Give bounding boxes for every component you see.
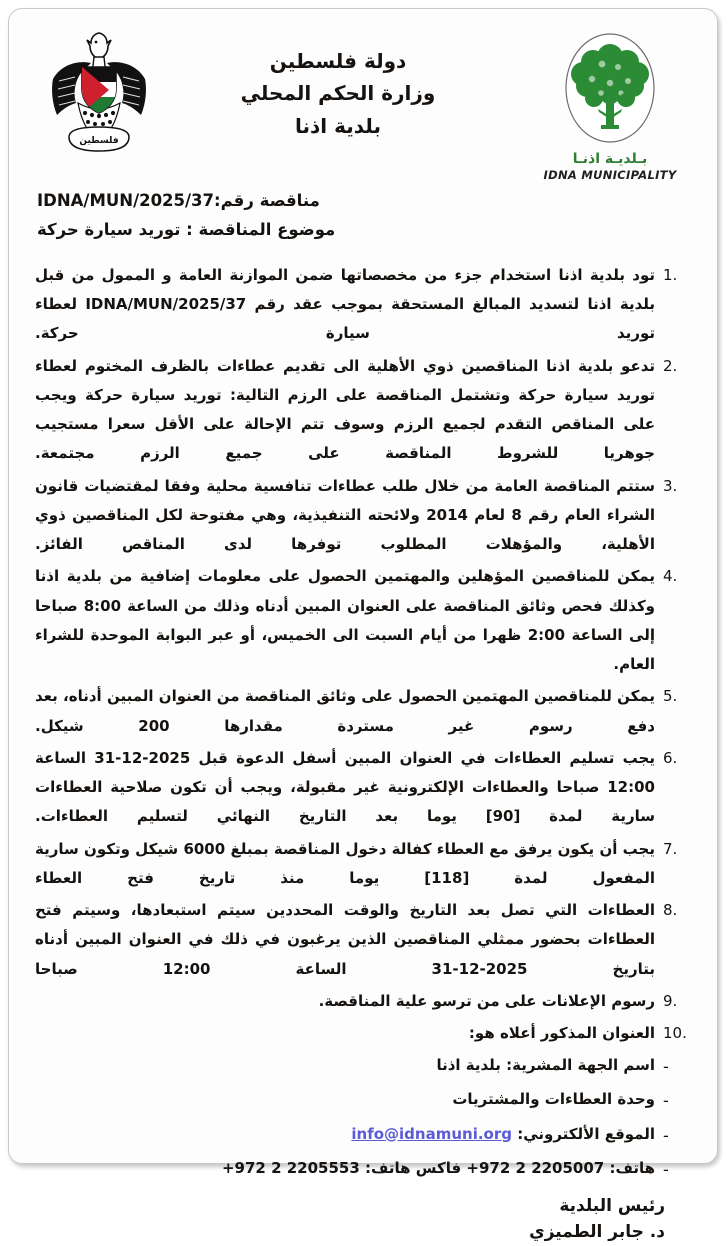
- clause-item: [31, 682, 695, 741]
- tender-number-line: [37, 187, 695, 216]
- signatory-role: رئيس البلدية: [559, 1196, 665, 1216]
- contact-bullet: -: [663, 1091, 669, 1111]
- contact-item-phone: [31, 1154, 695, 1185]
- clause-text: يمكن للمناقصين المؤهلين والمهتمين الحصول على معلومات إضافية من بلدية اذنا وكذلك فحص وثائق المناقصة على العنوان المبين أدناه وذلك من الساعة 8:00 صباحا إلى الساعة 2:00 ظهرا من أيام السبت الى الخميس، أو عبر البوابة الموحدة للشراء العام.: [35, 567, 656, 673]
- clause-item: [31, 472, 695, 560]
- clause-text: يجب أن يكون يرفق مع العطاء كفالة دخول المناقصة بمبلغ 6000 شيكل وتكون سارية المفعول لمدة [118] يوما منذ تاريخ فتح العطاء: [35, 839, 656, 887]
- clause-text: تود بلدية اذنا استخدام جزء من مخصصاتها ضمن الموازنة العامة و الممول من قبل بلدية اذنا لتسديد المبالغ المستحقة بموجب عقد رقم IDNA/MUN/2025/37 لعطاء توريد سيارة حركة.: [35, 265, 656, 343]
- idna-municipality-tree-logo: [556, 31, 664, 149]
- logo-english-caption: IDNA MUNICIPALITY: [543, 168, 677, 182]
- tender-subject-line: موضوع المناقصة : توريد سيارة حركة: [37, 219, 336, 239]
- clause-text: ستتم المناقصة العامة من خلال طلب عطاءات تنافسية محلية وفقا لمقتضيات قانون الشراء العام رقم 8 لعام 2014 ولائحته التنفيذية، وهي مفتوحة لكل المناقصين ذوي الأهلية، والمؤهلات المطلوب توفرها لدى المناقص الفائز.: [35, 476, 656, 553]
- tender-title-block: [31, 185, 695, 251]
- emblem-scroll-text: فلسطين: [79, 136, 119, 146]
- clause-number: 9.: [663, 991, 678, 1010]
- clause-item: [31, 562, 695, 679]
- signatory-name: د. جابر الطميزي: [529, 1222, 665, 1243]
- document-sheet: [8, 8, 718, 1243]
- contact-item-email: [31, 1120, 695, 1151]
- palestine-emblem-block: [31, 23, 151, 167]
- clause-item: [31, 835, 695, 894]
- clause-number: 4.: [663, 567, 678, 586]
- header-title-block: [151, 23, 525, 142]
- contact-text: [31, 1120, 655, 1149]
- clause-item: [31, 987, 695, 1016]
- document-header: [31, 23, 695, 191]
- clause-item: [31, 352, 695, 469]
- contact-item: [31, 1085, 695, 1116]
- email-label: الموقع الألكتروني:: [517, 1124, 655, 1143]
- contact-bullet: -: [663, 1125, 669, 1145]
- clause-text: رسوم الإعلانات على من ترسو علية المناقصة.: [318, 991, 655, 1010]
- clause-number: 6.: [663, 748, 678, 767]
- clause-number: 5.: [663, 687, 678, 706]
- state-title: دولة فلسطين: [269, 49, 407, 73]
- logo-arabic-caption: بـلديـة اذنـا: [572, 151, 648, 167]
- clause-number: 1.: [663, 265, 678, 284]
- idna-municipality-logo-block: [525, 23, 695, 182]
- clause-text: يجب تسليم العطاءات في العنوان المبين أسفل الدعوة قبل 2025-12-31 الساعة 12:00 صباحا والعطاءات الإلكترونية غير مقبولة، ويجب أن تكون صلاحية العطاءات سارية لمدة [90] يوما بعد التاريخ النهائي لتسليم العطاءات.: [35, 748, 655, 826]
- contact-bullet: -: [663, 1057, 669, 1077]
- signature-block: [31, 1193, 695, 1246]
- clause-item: [31, 896, 695, 984]
- municipality-title: بلدية اذنا: [295, 113, 381, 138]
- clause-item: [31, 744, 695, 832]
- clause-text: العنوان المذكور أعلاه هو:: [468, 1024, 655, 1042]
- clause-item: [31, 1019, 695, 1048]
- contact-text: هاتف: 2205007 2 972+ فاكس هاتف: 2205553 2 972+: [221, 1158, 655, 1177]
- clause-text: تدعو بلدية اذنا المناقصين ذوي الأهلية الى تقديم عطاءات بالظرف المختوم لعطاء توريد سيارة حركة وتشتمل المناقصة على الرزم التالية: توريد سيارة حركة ويجب على المناقص التقدم لجميع الرزم وسوف تتم الإحالة على الأقل سعرا مستجيب جوهريا للشروط المناقصة على جميع الرزم مجتمعة.: [35, 356, 655, 463]
- clause-number: 3.: [663, 476, 678, 495]
- clause-number: 8.: [663, 901, 678, 919]
- clause-list: [31, 261, 695, 1185]
- clause-number: 7.: [663, 839, 678, 858]
- tender-number-label: مناقصة رقم:: [214, 191, 320, 210]
- palestine-eagle-emblem: [47, 27, 151, 167]
- tender-number-value: IDNA/MUN/2025/37: [37, 191, 215, 210]
- clause-item: [31, 261, 695, 349]
- clause-number: 2.: [663, 356, 678, 375]
- ministry-title: وزارة الحكم المحلي: [240, 81, 436, 106]
- email-link[interactable]: info@idnamuni.org: [351, 1124, 512, 1143]
- clause-text: العطاءات التي تصل بعد التاريخ والوقت المحددين سيتم استبعادها، وسيتم فتح العطاءات بحضور ممثلي المناقصين الذين يرغبون في ذلك في العنوان المبين أدناه بتاريخ 2025-12-31 الساعة 12:00 صباحا: [35, 901, 655, 978]
- contact-text: وحدة العطاءات والمشتريات: [452, 1090, 655, 1109]
- clause-text: يمكن للمناقصين المهتمين الحصول على وثائق المناقصة من العنوان المبين أدناه، بعد دفع رسوم غير مستردة مقدارها 200 شيكل.: [35, 687, 655, 735]
- clause-number: 10.: [663, 1024, 687, 1042]
- contact-bullet: -: [663, 1159, 669, 1179]
- contact-text: اسم الجهة المشرية: بلدية اذنا: [436, 1056, 655, 1075]
- contact-item: [31, 1051, 695, 1082]
